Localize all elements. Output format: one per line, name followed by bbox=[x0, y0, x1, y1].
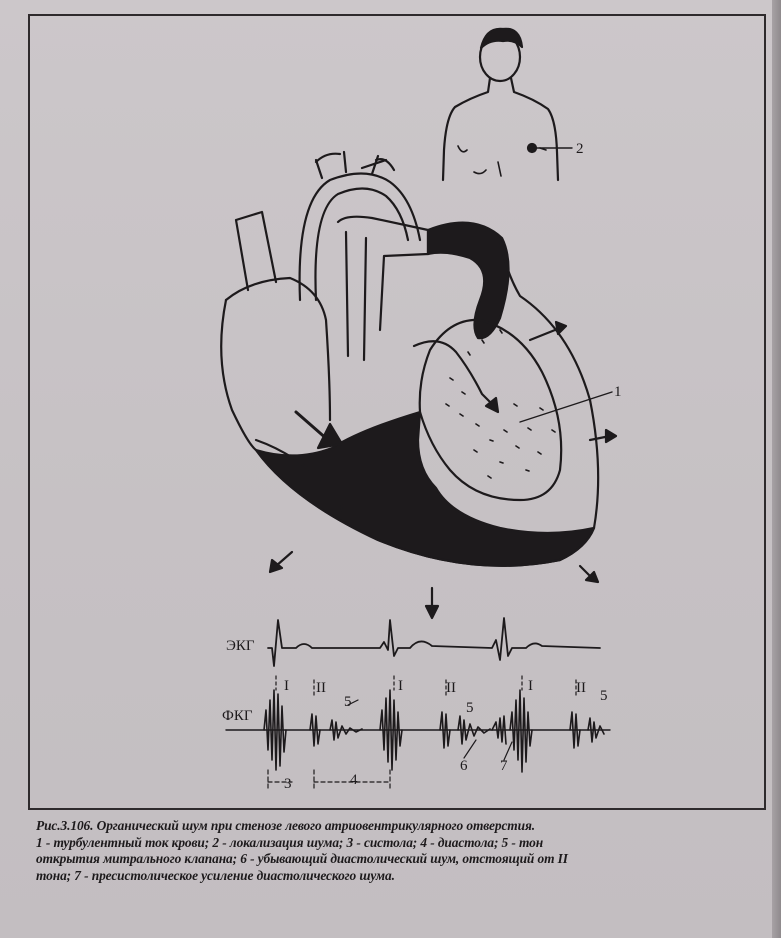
label-tone-I-1: I bbox=[284, 678, 289, 694]
label-opening-snap-1: 5 bbox=[344, 694, 352, 710]
label-decrescendo-murmur: 6 bbox=[460, 758, 468, 774]
label-tone-I-2: I bbox=[398, 678, 403, 694]
heart-diagram bbox=[221, 152, 616, 618]
superior-vena-cava bbox=[236, 212, 276, 290]
mitral-jet bbox=[414, 341, 494, 406]
label-tone-II-1: II bbox=[316, 680, 326, 696]
label-presystolic-accentuation: 7 bbox=[500, 758, 508, 774]
auscultation-point-marker bbox=[528, 144, 536, 152]
radiation-arrow-1 bbox=[530, 328, 560, 340]
right-shoulder bbox=[511, 78, 558, 180]
ecg-trace bbox=[268, 618, 600, 666]
label-ecg: ЭКГ bbox=[226, 638, 255, 654]
hair bbox=[481, 29, 522, 48]
label-diastole: 4 bbox=[350, 772, 358, 788]
label-tone-II-2: II bbox=[446, 680, 456, 696]
radiation-arrowhead-1 bbox=[556, 322, 566, 334]
label-opening-snap-3: 5 bbox=[600, 688, 608, 704]
tone-I-burst-1 bbox=[264, 690, 286, 770]
left-ventricle-cavity bbox=[420, 320, 561, 500]
label-tone-I-3: I bbox=[528, 678, 533, 694]
left-shoulder bbox=[443, 78, 490, 180]
label-pcg: ФКГ bbox=[222, 708, 253, 724]
aortic-arch-inner bbox=[315, 188, 408, 300]
figure-caption bbox=[36, 818, 764, 884]
ventricle-wall-dark bbox=[256, 412, 594, 566]
radiation-arrowhead-4 bbox=[426, 606, 438, 618]
caption-line-4: тона; 7 - пресистолическое усиление диастолического шума. bbox=[36, 867, 395, 883]
label-opening-snap-2: 5 bbox=[466, 700, 474, 716]
label-tone-II-3: II bbox=[576, 680, 586, 696]
label-turbulent-flow: 1 bbox=[614, 384, 622, 400]
pointer-6 bbox=[464, 740, 476, 758]
label-systole: 3 bbox=[284, 776, 292, 792]
caption-line-2: 1 - турбулентный ток крови; 2 - локализация шума; 3 - систола; 4 - диастола; 5 - тон bbox=[36, 834, 544, 850]
caption-line-1: Рис.3.106. Органический шум при стенозе левого атриовентрикулярного отверстия. bbox=[36, 818, 535, 833]
radiation-arrowhead-2 bbox=[606, 430, 616, 442]
tone-I-burst-2 bbox=[380, 690, 402, 770]
label-auscultation-point: 2 bbox=[576, 141, 584, 157]
turbulence-pointer bbox=[520, 392, 612, 422]
right-atrium-line bbox=[226, 278, 330, 420]
torso-figure bbox=[443, 29, 572, 180]
turbulence-dots bbox=[446, 330, 555, 478]
tone-I-burst-3 bbox=[510, 690, 532, 772]
pulmonary-trunk bbox=[338, 217, 428, 360]
caption-line-3: открытия митрального клапана; 6 - убывающий диастолический шум, отстоящий от II bbox=[36, 851, 568, 867]
